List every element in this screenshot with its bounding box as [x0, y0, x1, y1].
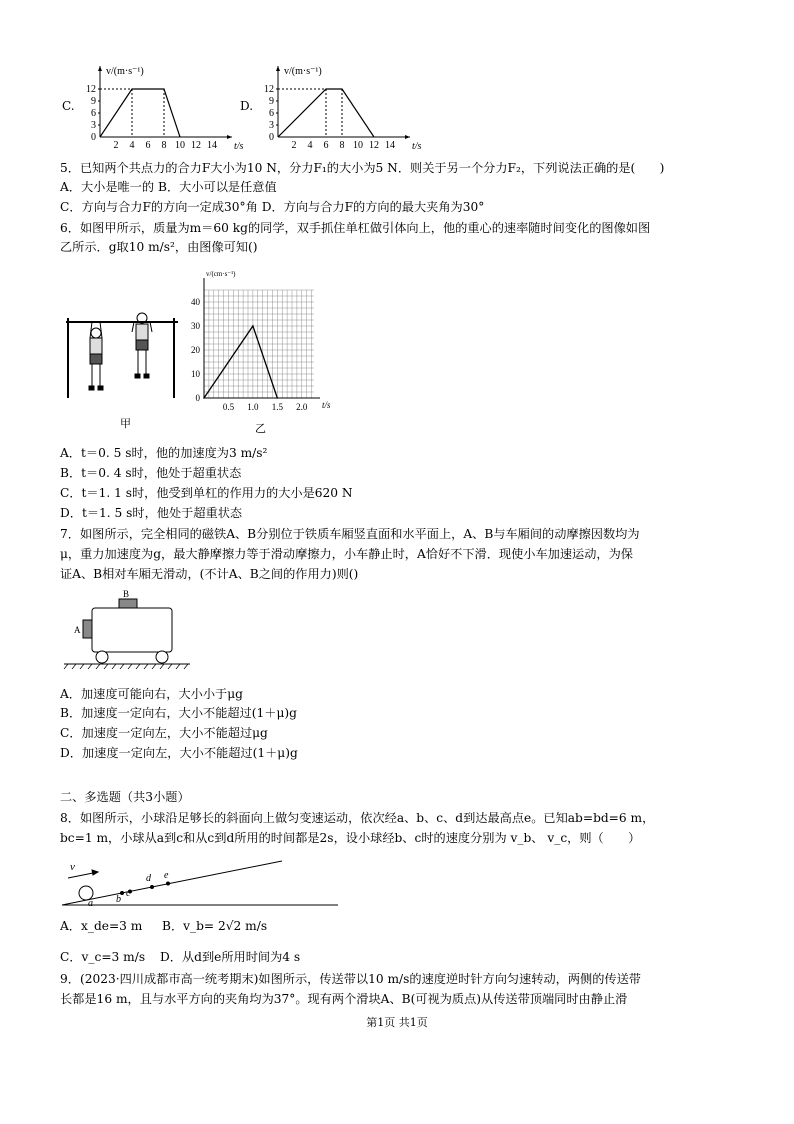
chart-y-tick: 0: [195, 393, 200, 403]
graph-d-x-label: t/s: [412, 141, 422, 152]
graph-d-x-arrow: [405, 135, 410, 139]
q5-options-cd: C．方向与合力F的方向一定成30°角 D．方向与合力F的方向的最大夹角为30°: [60, 200, 485, 214]
q7-stem-3: 证A、B相对车厢无滑动，(不计A、B之间的作用力)则(): [60, 567, 359, 581]
q6-option-d: D．t＝1. 5 s时，他处于超重状态: [60, 506, 243, 520]
q8-option-d: D．从d到e所用时间为4 s: [160, 950, 301, 964]
pullup-figure: [62, 300, 182, 400]
graph-c-y-label: v/(m·s⁻¹): [106, 66, 144, 77]
incline-figure: [60, 856, 340, 908]
chart-x-tick: 2.0: [296, 402, 308, 412]
chart-point: [203, 397, 205, 399]
chart-x-label: t/s: [322, 400, 331, 410]
graph-c-x-tick: 6: [145, 140, 151, 151]
graph-c-curve: [100, 89, 180, 137]
graph-d-x-tick: 4: [307, 140, 313, 151]
graph-c-y-tick: 6: [91, 108, 96, 119]
chart-y-tick: 40: [191, 297, 200, 307]
graph-c-x-tick: 12: [191, 140, 201, 151]
chart-x-tick: 1.0: [247, 402, 259, 412]
q7-stem-1: 7．如图所示，完全相同的磁铁A、B分别位于铁质车厢竖直面和水平面上，A、B与车厢间的动摩擦因数均为: [60, 527, 640, 541]
figure-label-yi: 乙: [255, 422, 266, 435]
q6-option-b: B．t＝0. 4 s时，他处于超重状态: [60, 466, 242, 480]
option-d-label: D.: [240, 99, 254, 113]
q7-option-b: B．加速度一定向右，大小不能超过(1＋μ)g: [60, 706, 297, 720]
point-e-label: e: [164, 870, 169, 881]
point-d-label: d: [146, 873, 151, 884]
q9-stem-1: 9．(2023·四川成都市高一统考期末)如图所示，传送带以10 m/s的速度逆时针方向匀速转动，两侧的传送带: [60, 972, 641, 986]
velocity-chart: [180, 270, 340, 420]
graph-c-x-tick: 8: [161, 140, 167, 151]
graph-d: [258, 62, 438, 154]
magnet-b-label: B: [123, 590, 130, 599]
graph-d-y-tick: 9: [269, 96, 274, 107]
q7-option-a: A．加速度可能向右，大小小于μg: [60, 687, 243, 701]
magnet-a-label: A: [74, 625, 81, 635]
graph-d-y-tick: 12: [264, 84, 274, 95]
chart-x-tick: 0.5: [222, 402, 235, 412]
option-c-label: C.: [62, 99, 75, 113]
graph-c-x-label: t/s: [234, 141, 244, 152]
chart-y-label: v/(cm·s⁻¹): [206, 270, 236, 278]
q8-option-b: B．v_b= 2√2 m/s: [162, 919, 268, 933]
graph-d-y-tick: 3: [269, 120, 274, 131]
q7-option-c: C．加速度一定向左，大小不能超过μg: [60, 726, 268, 740]
q5-stem: 5．已知两个共点力的合力F大小为10 N，分力F₁的大小为5 N．则关于另一个分力F₂，下列说法正确的是( ): [60, 161, 665, 175]
q7-option-d: D．加速度一定向左，大小不能超过(1＋μ)g: [60, 746, 298, 760]
section-title: 二、多选题（共3小题）: [60, 790, 190, 804]
graph-d-x-tick: 6: [323, 140, 329, 151]
q5-options-ab: A．大小是唯一的 B．大小可以是任意值: [60, 180, 277, 194]
graph-d-x-tick: 14: [385, 140, 395, 151]
figure-label-jia: 甲: [120, 417, 131, 430]
q9-stem-2: 长都是16 m，且与水平方向的夹角均为37°。现有两个滑块A、B(可视为质点)从传送带顶端同时由静止滑: [60, 992, 628, 1006]
q7-stem-2: μ，重力加速度为g，最大静摩擦力等于滑动摩擦力，小车静止时，A恰好不下滑．现使小车加速运动，为保: [60, 547, 633, 561]
page-footer: 第1页 共1页: [366, 1016, 428, 1029]
graph-c: [80, 62, 260, 154]
graph-d-y-label: v/(m·s⁻¹): [284, 66, 322, 77]
chart-point: [277, 397, 279, 399]
graph-c-y-tick: 3: [91, 120, 96, 131]
graph-c-x-tick: 2: [113, 140, 119, 151]
q6-stem-1: 6．如图甲所示，质量为m＝60 kg的同学，双手抓住单杠做引体向上，他的重心的速率随时间变化的图像如图: [60, 221, 651, 235]
graph-d-y-tick: 6: [269, 108, 274, 119]
point-b-label: b: [116, 894, 121, 905]
q8-option-c: C．v_c=3 m/s: [60, 950, 146, 964]
velocity-label: v: [70, 861, 75, 873]
q8-stem-2: bc=1 m，小球从a到c和从c到d所用的时间都是2s，设小球经b、c时的速度分别为 v_b、 v_c，则（ ）: [60, 831, 641, 845]
graph-c-x-tick: 4: [129, 140, 135, 151]
chart-y-tick: 30: [191, 321, 200, 331]
graph-c-y-tick: 0: [91, 132, 96, 143]
chart-x-tick: 1.5: [271, 402, 283, 412]
point-c-label: c: [126, 888, 131, 899]
graph-c-y-tick: 9: [91, 96, 96, 107]
point-a-label: a: [88, 898, 93, 908]
graph-d-y-arrow: [276, 66, 280, 71]
chart-point: [252, 325, 254, 327]
graph-d-x-tick: 8: [339, 140, 345, 151]
graph-c-x-arrow: [227, 135, 232, 139]
chart-y-tick: 20: [191, 345, 200, 355]
graph-c-x-tick: 14: [207, 140, 217, 151]
graph-d-x-tick: 2: [291, 140, 297, 151]
q6-stem-2: 乙所示．g取10 m/s²，由图像可知(): [60, 240, 258, 254]
graph-c-y-tick: 12: [86, 84, 96, 95]
graph-c-y-arrow: [98, 66, 102, 71]
graph-d-x-tick: 12: [369, 140, 379, 151]
q8-option-a: A．x_de=3 m: [60, 919, 143, 933]
graph-c-x-tick: 10: [175, 140, 185, 151]
q6-option-a: A．t＝0. 5 s时，他的加速度为3 m/s²: [60, 446, 268, 460]
graph-d-x-tick: 10: [353, 140, 363, 151]
graph-d-y-tick: 0: [269, 132, 274, 143]
chart-y-tick: 10: [191, 369, 200, 379]
cart-figure: [62, 590, 192, 670]
q6-option-c: C．t＝1. 1 s时，他受到单杠的作用力的大小是620 N: [60, 486, 353, 500]
q8-stem-1: 8．如图所示，小球沿足够长的斜面向上做匀变速运动，依次经a、b、c、d到达最高点e。已知ab=bd=6 m，: [60, 811, 655, 825]
